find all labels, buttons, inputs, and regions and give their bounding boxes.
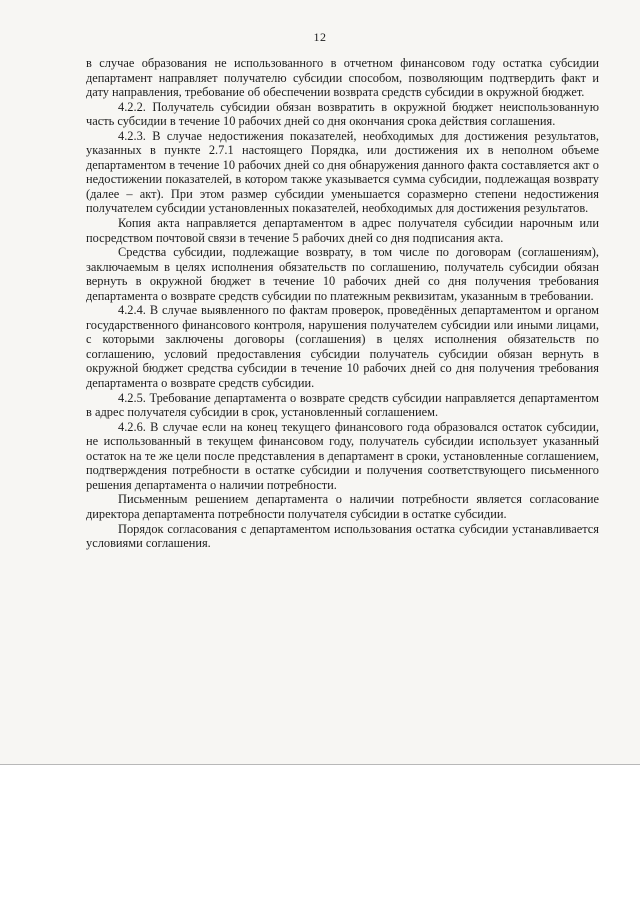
paragraph-4-2-5: 4.2.5. Требование департамента о возврате средств субсидии направляется департаментом в адрес получателя субсидии в срок, установленный соглашением. — [86, 390, 599, 420]
paragraph-written-decision: Письменным решением департамента о наличии потребности является согласование директора департамента потребности получателя субсидии в остатке субсидии. — [86, 492, 599, 521]
paragraph-1: в случае образования не использованного в отчетном финансовом году остатка субсидии департамент направляет получателю субсидии способом, позволяющим подтвердить факт и дату направления, требование об обеспечении возврата средств субсидии в окружной бюджет. — [86, 56, 599, 100]
paragraph-approval-procedure: Порядок согласования с департаментом использования остатка субсидии устанавливается условиями соглашения. — [86, 521, 599, 551]
blank-area — [0, 765, 640, 905]
paragraph-refund-funds: Средства субсидии, подлежащие возврату, в том числе по договорам (соглашениям), заключаемым в целях исполнения обязательств по соглашению, получатель субсидии обязан вернуть в окружной бюджет в течение 10 рабочих дней со дня получения требования департамента о возврате средств субсидии по платежным реквизитам, указанным в требовании. — [86, 245, 599, 303]
page-number: 12 — [313, 30, 327, 44]
paragraph-4-2-2: 4.2.2. Получатель субсидии обязан возвратить в окружной бюджет неиспользованную часть субсидии в течение 10 рабочих дней со дня окончания срока действия соглашения. — [86, 99, 599, 129]
document-body — [86, 56, 599, 551]
paragraph-4-2-3: 4.2.3. В случае недостижения показателей, необходимых для достижения результатов, указанных в пункте 2.7.1 настоящего Порядка, или достижения их в неполном объеме департаментом в течение 10 рабочих дней со дня обнаружения данного факта составляется акт о недостижении показателей, в котором также указывается сумма субсидии, подлежащая возврату (далее – акт). При этом размер субсидии уменьшается соразмерно степени недостижения получателем субсидии установленных показателей, необходимых для достижения результатов. — [86, 128, 599, 216]
paragraph-4-2-4: 4.2.4. В случае выявленного по фактам проверок, проведённых департаментом и органом государственного финансового контроля, нарушения получателем субсидии или иными лицами, с которыми заключены договоры (соглашения) в целях исполнения обязательств по соглашению, условий предоставления субсидии получатель субсидии обязан вернуть в окружной бюджет средства субсидии в течение 10 рабочих дней со дня получения требования департамента о возврате средств субсидии. — [86, 303, 599, 391]
paragraph-act-copy: Копия акта направляется департаментом в адрес получателя субсидии нарочным или посредством почтовой связи в течение 5 рабочих дней со дня подписания акта. — [86, 216, 599, 245]
paragraph-4-2-6: 4.2.6. В случае если на конец текущего финансового года образовался остаток субсидии, не использованный в текущем финансовом году, получатель субсидии использует указанный остаток на те же цели после представления в департамент в сроки, установленные соглашением, подтверждения потребности в остатке субсидии и получения соответствующего письменного решения департамента о наличии потребности. — [86, 419, 599, 492]
